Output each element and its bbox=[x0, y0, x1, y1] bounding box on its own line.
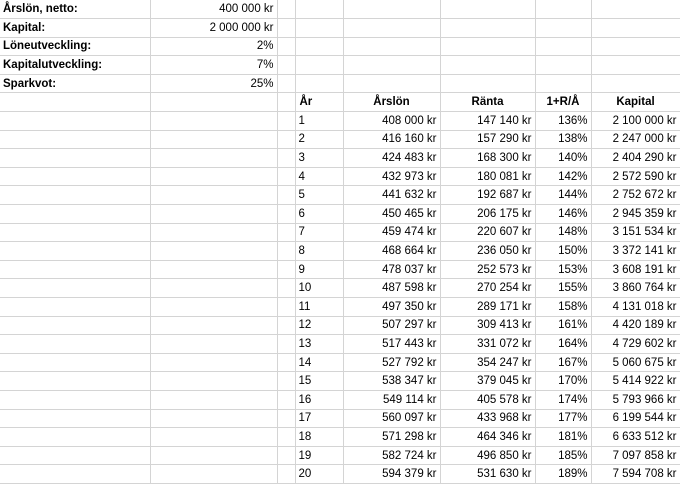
cell[interactable] bbox=[535, 0, 591, 19]
year-cell[interactable]: 6 bbox=[295, 205, 343, 224]
sheet-row bbox=[0, 37, 680, 56]
sheet-row bbox=[0, 130, 680, 149]
cell[interactable] bbox=[150, 316, 277, 335]
value-cell[interactable]: 7 594 708 kr bbox=[591, 465, 680, 484]
value-cell[interactable]: 408 000 kr bbox=[343, 112, 440, 131]
cell[interactable] bbox=[277, 279, 295, 298]
sheet-row bbox=[0, 390, 680, 409]
param-value[interactable]: 400 000 kr bbox=[150, 0, 277, 19]
sheet-row bbox=[0, 316, 680, 335]
cell[interactable] bbox=[150, 93, 277, 112]
value-cell[interactable]: 3 860 764 kr bbox=[591, 279, 680, 298]
cell[interactable] bbox=[277, 223, 295, 242]
cell[interactable] bbox=[277, 335, 295, 354]
cell[interactable] bbox=[277, 353, 295, 372]
sheet-row bbox=[0, 409, 680, 428]
sheet-row bbox=[0, 0, 680, 19]
year-cell[interactable]: 19 bbox=[295, 446, 343, 465]
cell[interactable] bbox=[277, 56, 295, 75]
value-cell[interactable]: 138% bbox=[535, 130, 591, 149]
param-label[interactable]: Årslön, netto: bbox=[0, 0, 150, 19]
sheet-row bbox=[0, 260, 680, 279]
cell[interactable] bbox=[0, 316, 150, 335]
value-cell[interactable]: 549 114 kr bbox=[343, 390, 440, 409]
param-label[interactable]: Kapitalutveckling: bbox=[0, 56, 150, 75]
param-value[interactable]: 25% bbox=[150, 74, 277, 93]
value-cell[interactable]: 527 792 kr bbox=[343, 353, 440, 372]
cell[interactable] bbox=[591, 19, 680, 38]
cell[interactable] bbox=[150, 279, 277, 298]
value-cell[interactable]: 464 346 kr bbox=[440, 428, 535, 447]
year-cell[interactable]: 10 bbox=[295, 279, 343, 298]
value-cell[interactable]: 155% bbox=[535, 279, 591, 298]
year-cell[interactable]: 3 bbox=[295, 149, 343, 168]
cell[interactable] bbox=[0, 130, 150, 149]
value-cell[interactable]: 164% bbox=[535, 335, 591, 354]
sheet-row bbox=[0, 223, 680, 242]
value-cell[interactable]: 177% bbox=[535, 409, 591, 428]
value-cell[interactable]: 6 199 544 kr bbox=[591, 409, 680, 428]
sheet-row bbox=[0, 149, 680, 168]
value-cell[interactable]: 181% bbox=[535, 428, 591, 447]
cell[interactable] bbox=[343, 37, 440, 56]
column-header[interactable]: 1+R/Å bbox=[535, 93, 591, 112]
value-cell[interactable]: 167% bbox=[535, 353, 591, 372]
value-cell[interactable]: 424 483 kr bbox=[343, 149, 440, 168]
cell[interactable] bbox=[0, 465, 150, 484]
value-cell[interactable]: 507 297 kr bbox=[343, 316, 440, 335]
value-cell[interactable]: 309 413 kr bbox=[440, 316, 535, 335]
value-cell[interactable]: 220 607 kr bbox=[440, 223, 535, 242]
sheet-row bbox=[0, 56, 680, 75]
value-cell[interactable]: 148% bbox=[535, 223, 591, 242]
value-cell[interactable]: 146% bbox=[535, 205, 591, 224]
cell[interactable] bbox=[277, 93, 295, 112]
cell[interactable] bbox=[277, 465, 295, 484]
value-cell[interactable]: 270 254 kr bbox=[440, 279, 535, 298]
year-cell[interactable]: 18 bbox=[295, 428, 343, 447]
cell[interactable] bbox=[343, 56, 440, 75]
cell[interactable] bbox=[591, 37, 680, 56]
sheet-row bbox=[0, 242, 680, 261]
value-cell[interactable]: 3 372 141 kr bbox=[591, 242, 680, 261]
cell[interactable] bbox=[150, 112, 277, 131]
cell[interactable] bbox=[343, 0, 440, 19]
value-cell[interactable]: 150% bbox=[535, 242, 591, 261]
year-cell[interactable]: 11 bbox=[295, 298, 343, 317]
value-cell[interactable]: 496 850 kr bbox=[440, 446, 535, 465]
cell[interactable] bbox=[150, 372, 277, 391]
value-cell[interactable]: 4 729 602 kr bbox=[591, 335, 680, 354]
cell[interactable] bbox=[150, 335, 277, 354]
value-cell[interactable]: 560 097 kr bbox=[343, 409, 440, 428]
cell[interactable] bbox=[0, 167, 150, 186]
param-value[interactable]: 2 000 000 kr bbox=[150, 19, 277, 38]
value-cell[interactable]: 379 045 kr bbox=[440, 372, 535, 391]
cell[interactable] bbox=[277, 409, 295, 428]
cell[interactable] bbox=[0, 149, 150, 168]
cell[interactable] bbox=[0, 279, 150, 298]
cell[interactable] bbox=[0, 372, 150, 391]
cell[interactable] bbox=[150, 260, 277, 279]
cell[interactable] bbox=[343, 19, 440, 38]
sheet-row bbox=[0, 465, 680, 484]
year-cell[interactable]: 9 bbox=[295, 260, 343, 279]
cell[interactable] bbox=[277, 316, 295, 335]
cell[interactable] bbox=[0, 335, 150, 354]
value-cell[interactable]: 2 572 590 kr bbox=[591, 167, 680, 186]
param-label[interactable]: Kapital: bbox=[0, 19, 150, 38]
cell[interactable] bbox=[150, 130, 277, 149]
year-cell[interactable]: 20 bbox=[295, 465, 343, 484]
value-cell[interactable]: 7 097 858 kr bbox=[591, 446, 680, 465]
value-cell[interactable]: 158% bbox=[535, 298, 591, 317]
cell[interactable] bbox=[0, 298, 150, 317]
cell[interactable] bbox=[295, 37, 343, 56]
value-cell[interactable]: 441 632 kr bbox=[343, 186, 440, 205]
value-cell[interactable]: 236 050 kr bbox=[440, 242, 535, 261]
value-cell[interactable]: 432 973 kr bbox=[343, 167, 440, 186]
cell[interactable] bbox=[150, 298, 277, 317]
value-cell[interactable]: 206 175 kr bbox=[440, 205, 535, 224]
cell[interactable] bbox=[150, 409, 277, 428]
value-cell[interactable]: 478 037 kr bbox=[343, 260, 440, 279]
value-cell[interactable]: 2 752 672 kr bbox=[591, 186, 680, 205]
value-cell[interactable]: 2 404 290 kr bbox=[591, 149, 680, 168]
cell[interactable] bbox=[0, 428, 150, 447]
value-cell[interactable]: 252 573 kr bbox=[440, 260, 535, 279]
sheet-row bbox=[0, 74, 680, 93]
cell[interactable] bbox=[277, 37, 295, 56]
value-cell[interactable]: 136% bbox=[535, 112, 591, 131]
value-cell[interactable]: 4 420 189 kr bbox=[591, 316, 680, 335]
cell[interactable] bbox=[0, 112, 150, 131]
cell[interactable] bbox=[277, 167, 295, 186]
cell[interactable] bbox=[535, 37, 591, 56]
cell[interactable] bbox=[0, 390, 150, 409]
param-value[interactable]: 2% bbox=[150, 37, 277, 56]
value-cell[interactable]: 170% bbox=[535, 372, 591, 391]
sheet-row bbox=[0, 353, 680, 372]
cell[interactable] bbox=[277, 446, 295, 465]
value-cell[interactable]: 582 724 kr bbox=[343, 446, 440, 465]
value-cell[interactable]: 161% bbox=[535, 316, 591, 335]
value-cell[interactable]: 405 578 kr bbox=[440, 390, 535, 409]
value-cell[interactable]: 3 151 534 kr bbox=[591, 223, 680, 242]
year-cell[interactable]: 1 bbox=[295, 112, 343, 131]
param-label[interactable]: Löneutveckling: bbox=[0, 37, 150, 56]
sheet-row bbox=[0, 335, 680, 354]
cell[interactable] bbox=[0, 93, 150, 112]
cell[interactable] bbox=[0, 260, 150, 279]
column-header[interactable]: Ränta bbox=[440, 93, 535, 112]
cell[interactable] bbox=[150, 353, 277, 372]
cell[interactable] bbox=[440, 0, 535, 19]
value-cell[interactable]: 354 247 kr bbox=[440, 353, 535, 372]
cell[interactable] bbox=[295, 56, 343, 75]
cell[interactable] bbox=[0, 186, 150, 205]
cell[interactable] bbox=[277, 260, 295, 279]
cell[interactable] bbox=[295, 74, 343, 93]
cell[interactable] bbox=[440, 56, 535, 75]
value-cell[interactable]: 538 347 kr bbox=[343, 372, 440, 391]
year-cell[interactable]: 14 bbox=[295, 353, 343, 372]
value-cell[interactable]: 2 100 000 kr bbox=[591, 112, 680, 131]
value-cell[interactable]: 5 414 922 kr bbox=[591, 372, 680, 391]
cell[interactable] bbox=[0, 353, 150, 372]
sheet-row bbox=[0, 93, 680, 112]
value-cell[interactable]: 4 131 018 kr bbox=[591, 298, 680, 317]
value-cell[interactable]: 416 160 kr bbox=[343, 130, 440, 149]
value-cell[interactable]: 140% bbox=[535, 149, 591, 168]
cell[interactable] bbox=[277, 112, 295, 131]
cell[interactable] bbox=[535, 19, 591, 38]
cell[interactable] bbox=[440, 37, 535, 56]
sheet-row bbox=[0, 428, 680, 447]
value-cell[interactable]: 3 608 191 kr bbox=[591, 260, 680, 279]
value-cell[interactable]: 144% bbox=[535, 186, 591, 205]
cell[interactable] bbox=[277, 205, 295, 224]
cell[interactable] bbox=[277, 298, 295, 317]
value-cell[interactable]: 142% bbox=[535, 167, 591, 186]
cell[interactable] bbox=[591, 74, 680, 93]
cell[interactable] bbox=[277, 372, 295, 391]
year-cell[interactable]: 15 bbox=[295, 372, 343, 391]
column-header[interactable]: År bbox=[295, 93, 343, 112]
sheet-row bbox=[0, 372, 680, 391]
year-cell[interactable]: 2 bbox=[295, 130, 343, 149]
value-cell[interactable]: 2 247 000 kr bbox=[591, 130, 680, 149]
cell[interactable] bbox=[591, 0, 680, 19]
value-cell[interactable]: 192 687 kr bbox=[440, 186, 535, 205]
cell[interactable] bbox=[150, 167, 277, 186]
year-cell[interactable]: 17 bbox=[295, 409, 343, 428]
cell[interactable] bbox=[150, 390, 277, 409]
cell[interactable] bbox=[150, 149, 277, 168]
value-cell[interactable]: 487 598 kr bbox=[343, 279, 440, 298]
cell[interactable] bbox=[277, 428, 295, 447]
cell[interactable] bbox=[277, 149, 295, 168]
cell[interactable] bbox=[535, 56, 591, 75]
value-cell[interactable]: 189% bbox=[535, 465, 591, 484]
value-cell[interactable]: 5 793 966 kr bbox=[591, 390, 680, 409]
column-header[interactable]: Årslön bbox=[343, 93, 440, 112]
cell[interactable] bbox=[150, 428, 277, 447]
year-cell[interactable]: 4 bbox=[295, 167, 343, 186]
cell[interactable] bbox=[277, 19, 295, 38]
year-cell[interactable]: 16 bbox=[295, 390, 343, 409]
cell[interactable] bbox=[150, 242, 277, 261]
sheet-row bbox=[0, 186, 680, 205]
value-cell[interactable]: 433 968 kr bbox=[440, 409, 535, 428]
cell[interactable] bbox=[277, 130, 295, 149]
cell[interactable] bbox=[0, 446, 150, 465]
cell[interactable] bbox=[150, 223, 277, 242]
cell[interactable] bbox=[150, 446, 277, 465]
year-cell[interactable]: 8 bbox=[295, 242, 343, 261]
sheet-row bbox=[0, 279, 680, 298]
value-cell[interactable]: 168 300 kr bbox=[440, 149, 535, 168]
cell[interactable] bbox=[150, 465, 277, 484]
value-cell[interactable]: 459 474 kr bbox=[343, 223, 440, 242]
value-cell[interactable]: 147 140 kr bbox=[440, 112, 535, 131]
value-cell[interactable]: 571 298 kr bbox=[343, 428, 440, 447]
cell[interactable] bbox=[277, 186, 295, 205]
year-cell[interactable]: 12 bbox=[295, 316, 343, 335]
year-cell[interactable]: 13 bbox=[295, 335, 343, 354]
cell[interactable] bbox=[591, 56, 680, 75]
cell[interactable] bbox=[277, 74, 295, 93]
cell[interactable] bbox=[0, 205, 150, 224]
value-cell[interactable]: 331 072 kr bbox=[440, 335, 535, 354]
value-cell[interactable]: 450 465 kr bbox=[343, 205, 440, 224]
cell[interactable] bbox=[0, 409, 150, 428]
cell[interactable] bbox=[535, 74, 591, 93]
year-cell[interactable]: 7 bbox=[295, 223, 343, 242]
value-cell[interactable]: 289 171 kr bbox=[440, 298, 535, 317]
value-cell[interactable]: 153% bbox=[535, 260, 591, 279]
sheet-row bbox=[0, 298, 680, 317]
cell[interactable] bbox=[343, 74, 440, 93]
cell[interactable] bbox=[295, 19, 343, 38]
cell[interactable] bbox=[0, 242, 150, 261]
cell[interactable] bbox=[440, 74, 535, 93]
value-cell[interactable]: 517 443 kr bbox=[343, 335, 440, 354]
cell[interactable] bbox=[277, 390, 295, 409]
param-value[interactable]: 7% bbox=[150, 56, 277, 75]
value-cell[interactable]: 157 290 kr bbox=[440, 130, 535, 149]
cell[interactable] bbox=[277, 0, 295, 19]
cell[interactable] bbox=[150, 205, 277, 224]
param-label[interactable]: Sparkvot: bbox=[0, 74, 150, 93]
cell[interactable] bbox=[150, 186, 277, 205]
cell[interactable] bbox=[0, 223, 150, 242]
sheet-row bbox=[0, 19, 680, 38]
cell[interactable] bbox=[440, 19, 535, 38]
value-cell[interactable]: 174% bbox=[535, 390, 591, 409]
cell[interactable] bbox=[295, 0, 343, 19]
value-cell[interactable]: 531 630 kr bbox=[440, 465, 535, 484]
value-cell[interactable]: 6 633 512 kr bbox=[591, 428, 680, 447]
sheet-row bbox=[0, 205, 680, 224]
sheet-row bbox=[0, 167, 680, 186]
cell[interactable] bbox=[277, 242, 295, 261]
value-cell[interactable]: 185% bbox=[535, 446, 591, 465]
sheet-row bbox=[0, 112, 680, 131]
value-cell[interactable]: 497 350 kr bbox=[343, 298, 440, 317]
sheet-row bbox=[0, 446, 680, 465]
value-cell[interactable]: 468 664 kr bbox=[343, 242, 440, 261]
value-cell[interactable]: 5 060 675 kr bbox=[591, 353, 680, 372]
value-cell[interactable]: 180 081 kr bbox=[440, 167, 535, 186]
column-header[interactable]: Kapital bbox=[591, 93, 680, 112]
value-cell[interactable]: 594 379 kr bbox=[343, 465, 440, 484]
value-cell[interactable]: 2 945 359 kr bbox=[591, 205, 680, 224]
year-cell[interactable]: 5 bbox=[295, 186, 343, 205]
